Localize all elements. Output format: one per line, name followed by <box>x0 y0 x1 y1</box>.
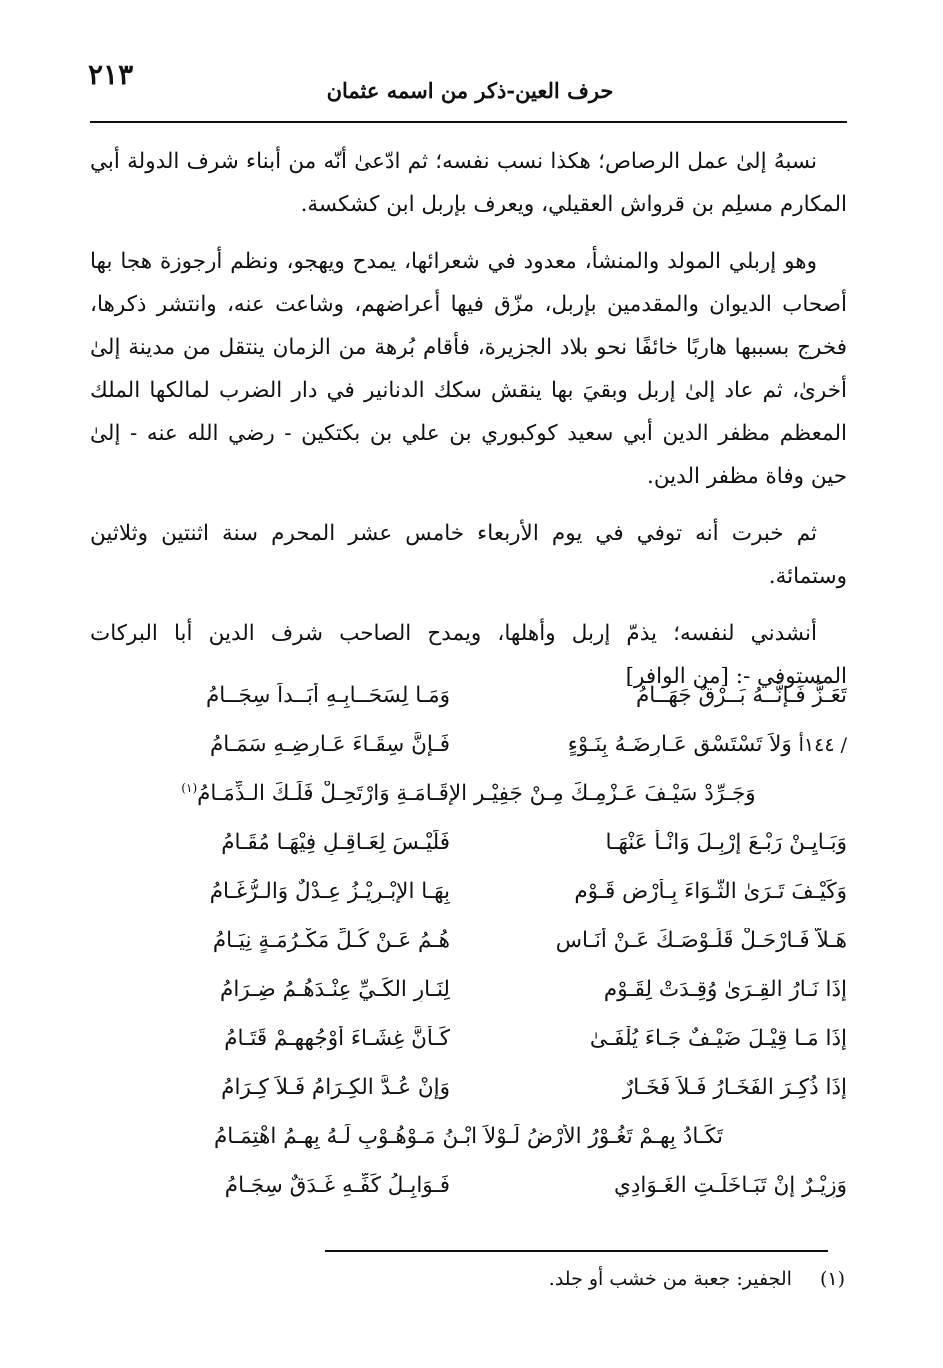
verse-7 <box>90 977 847 1026</box>
verse-ajuz: وَمَـا لِسَحَــابِـهِ أَبَــداً سِجَــامُ <box>206 683 450 708</box>
verse-8 <box>90 1026 847 1075</box>
footnote-rule <box>325 1250 828 1252</box>
verse-5 <box>90 879 847 928</box>
verse-ajuz: هُـمُ عَـنْ كُـلِّ مَكْـرُمَـةٍ نِيَـامُ <box>212 928 450 953</box>
verse-sadr: إذَا ذُكِـرَ الفَخَـارُ فَـلاَ فَخَـارٌ <box>622 1075 847 1100</box>
verse-1 <box>90 683 847 732</box>
paragraph-3: ثم خبرت أنه توفي في يوم الأربعاء خامس عشر المحرم سنة اثنتين وثلاثين وستمائة. <box>90 521 847 589</box>
verse-sadr <box>487 732 847 757</box>
verse-ajuz: بِهَـا الإبْـرِيْـزُ عِـدْلٌ وَالـرُّغَـامُ <box>209 879 450 904</box>
verse-10 <box>90 1124 847 1173</box>
verse-ajuz: فَـوَابِـلُ كَفِّـهِ غَـدَقٌ سِجَـامُ <box>224 1173 450 1198</box>
verse-sadr: إذَا نَـارُ القِـرَىٰ وُقِـدَتْ لِقَـوْمٍ <box>603 977 847 1002</box>
paragraph-1: نسبهُ إلىٰ عمل الرصاص؛ هكذا نسب نفسه؛ ثم ادّعىٰ أنّه من أبناء شرف الدولة أبي المكارم مسلِم بن قرواش العقيلي، ويعرف بإربل ابن كشكسة. <box>90 149 847 217</box>
footnote <box>549 1268 845 1290</box>
header-rule <box>90 121 847 123</box>
page-number: ٢١٣ <box>88 58 134 91</box>
body-text <box>90 140 847 712</box>
footnote-text: الجفير: جعبة من خشب أو جلد. <box>548 1268 792 1290</box>
running-head: حرف العين-ذكر من اسمه عثمان <box>326 78 614 103</box>
verse-3 <box>90 781 847 830</box>
verse-ajuz: فَـإنَّ سِقَـاءَ عَـارِضِـهِ سَمَـامُ <box>209 732 450 757</box>
meter-tag: [من الوافر] <box>625 664 729 689</box>
footnote-number: (١) <box>819 1268 845 1290</box>
verse-6 <box>90 928 847 977</box>
verse-ajuz: لِنَـارِ الكَـيِّ عِنْـدَهُـمُ ضِـرَامُ <box>220 977 450 1002</box>
verse-sadr: تَعَـزَّ فَـإنَّــهُ بَــرْقٌ جَهَــامُ <box>635 683 847 708</box>
verse-full <box>90 781 847 806</box>
poem-intro: أنشدني لنفسه؛ يذمّ إربل وأهلها، ويمدح الصاحب شرف الدين أبا البركات المستوفي -: <box>90 621 847 689</box>
verse-sadr: هَـلاَّ فَـارْحَـلْ قَلُـوْصَـكَ عَـنْ أُنَـاسٍ <box>555 928 847 953</box>
verse-sadr: إذَا مَـا قِيْـلَ ضَيْـفٌ جَـاءَ يُلْفَـىٰ <box>589 1026 847 1051</box>
verse-9 <box>90 1075 847 1124</box>
poem <box>90 683 847 1222</box>
verse-sadr: وَكَيْـفَ تَـرَىٰ الثَّـوَاءَ بِـأَرْضِ قَـوْمٍ <box>574 879 847 904</box>
verse-11 <box>90 1173 847 1222</box>
verse-ajuz: وَإنْ عُـدَّ الكِـرَامُ فَـلاَ كِـرَامُ <box>221 1075 450 1100</box>
folio-marker: / ١٤٤أ <box>798 734 847 756</box>
footnote-ref: (١) <box>181 781 198 795</box>
verse-sadr: وَزِيْـرٌ إنْ تَبَـاخَلَـتِ الغَـوَادِي <box>614 1173 847 1198</box>
verse-ajuz: كَـأَنَّ غِشَـاءَ أَوْجُهِهِـمْ قَتَـامُ <box>224 1026 450 1051</box>
verse-full-text: وَجَـرِّدْ سَيْـفَ عَـزْمِـكَ مِـنْ جَفِيْـرِ الإقَـامَـةِ وَارْتَحِـلْ فَلَـكَ الـذِّمَـامُ <box>197 781 756 807</box>
verse-4 <box>90 830 847 879</box>
verse-full: تَكَـادُ بِهِـمْ تَغُـوْرُ الأَرْضُ لَـوْلاَ ابْـنُ مَـوْهُـوْبٍ لَـهُ بِهِـمُ اهْتِمَـامُ <box>213 1124 724 1149</box>
paragraph-2: وهو إربلي المولد والمنشأ، معدود في شعرائها، يمدح ويهجو، ونظم أرجوزة هجا بها أصحاب الديوان والمقدمين بإربل، مزّق فيها أعراضهم، وشاعت عنه، وانتشر ذكرها، فخرج بسببها هاربًا خائفًا نحو بلاد الجزيرة، فأقام بُرهة من الزمان ينتقل من مدينة إلىٰ أخرىٰ، ثم عاد إلىٰ إربل وبقيَ بها ينقش سكك الدنانير في دار الضرب لمالكها الملك المعظم مظفر الدين أبي سعيد كوكبوري بن علي بن بكتكين - رضي الله عنه - إلىٰ حين وفاة مظفر الدين. <box>90 249 847 489</box>
verse-2 <box>90 732 847 781</box>
verse-sadr: وَبَـايِـنْ رَبْـعَ إرْبِـلَ وَانْـأَ عَنْهَـا <box>605 830 847 855</box>
verse-sadr-text: وَلاَ تَسْتَسْقِ عَـارِضَـهُ بِنَـوْءٍ <box>567 732 792 757</box>
verse-ajuz: فَلَيْـسَ لِعَـاقِـلٍ فِيْهَـا مُقَـامُ <box>221 830 450 855</box>
